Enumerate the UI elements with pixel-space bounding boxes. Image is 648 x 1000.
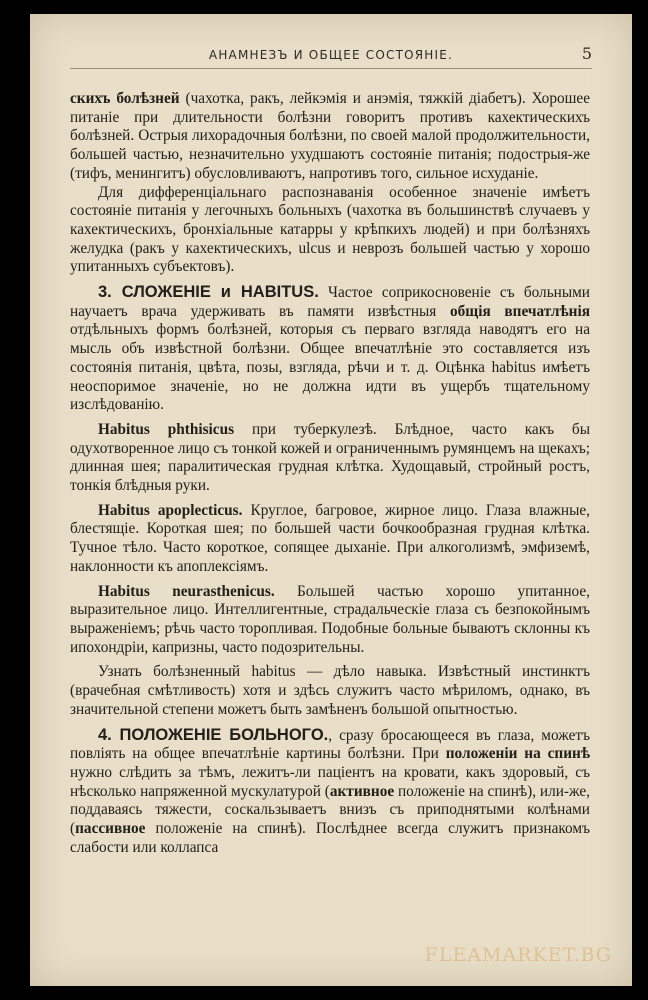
bold-term-active: активное bbox=[329, 782, 395, 800]
habitus-neurasthenicus-paragraph: Habitus neurasthenicus. Большей частью хорошо упитанное, выразительное лицо. Интеллигентные, страдальческіе глаза съ безпокойнымъ выраженіемъ; рѣчь часто торопливая. Подобные больные бываютъ склонны къ ипохондріи, капризны, часто подозрительны. bbox=[70, 582, 590, 656]
section-4-paragraph: 4. ПОЛОЖЕНІЕ БОЛЬНОГО., сразу бросающееся въ глаза, можетъ повліять на общее впечатлѣніе картины болѣзни. При положеніи на спинѣ нужно слѣдить за тѣмъ, лежитъ-ли паціентъ на кровати, какъ здоровый, съ нѣсколько напряженной мускулатурой (активное положеніе на спинѣ), или-же, поддаваясь тяжести, соскальзываетъ внизъ съ приподнятыми колѣнами (пассивное положеніе на спинѣ). Послѣднее всегда служитъ признакомъ слабости или коллапса bbox=[70, 725, 591, 856]
bold-lead: скихъ болѣзней bbox=[70, 90, 180, 107]
header-title: АНАМНЕЗЪ И ОБЩЕЕ СОСТОЯНІЕ. bbox=[208, 48, 454, 62]
bold-term-supine: положеніи на спинѣ bbox=[445, 745, 591, 763]
book-page bbox=[30, 14, 632, 986]
habitus-neurasthenicus-term: Habitus neurasthenicus. bbox=[98, 582, 275, 600]
bold-term-passive: пассивное bbox=[75, 820, 146, 838]
section-4-heading: 4. ПОЛОЖЕНІЕ БОЛЬНОГО. bbox=[98, 725, 329, 744]
habitus-apoplecticus-paragraph: Habitus apoplecticus. Круглое, багровое, жирное лицо. Глаза влажные, блестящіе. Короткая шея; по большей части бочкообразная грудная клѣтка. Тучное тѣло. Часто короткое, сопящее дыханіе. При алкоголизмѣ, эмфиземѣ, наклонности къ апоплексіямъ. bbox=[70, 501, 591, 575]
watermark-logo: FLEAMARKET.BG bbox=[424, 944, 612, 966]
bold-term-impressions: общія впечатлѣнія bbox=[449, 302, 590, 320]
habitus-phthisicus-term: Habitus phthisicus bbox=[98, 420, 235, 438]
running-header bbox=[70, 44, 592, 69]
page-number: 5 bbox=[581, 44, 592, 63]
habitus-phthisicus-paragraph: Habitus phthisicus при туберкулезѣ. Блѣдное, часто какъ бы одухотворенное лицо съ тонкой кожей и ограниченнымъ румянцемъ на щекахъ; длинная шея; паралитическая грудная клѣтка. Худощавый, стройный ростъ, тонкія блѣдныя руки. bbox=[70, 420, 590, 495]
paragraph-differential-diagnosis: Для дифференціальнаго распознаванія особенное значеніе имѣетъ состояніе питанія у легочныхъ больныхъ (чахотка въ большинствѣ случаевъ у кахектическихъ, бронхіальные катарры у крѣпкихъ людей) и при болѣзняхъ желудка (ракъ у кахектическихъ, ulcus и неврозъ большей частью у хорошо упитанныхъ субъектовъ). bbox=[70, 183, 590, 276]
section-3-heading: 3. СЛОЖЕНІЕ и HABITUS. bbox=[98, 283, 319, 302]
habitus-apoplecticus-term: Habitus apoplecticus. bbox=[98, 501, 243, 519]
paragraph-nutrition-diseases: скихъ болѣзней (чахотка, ракъ, лейкэмія и анэмія, тяжкій діабетъ). Хорошее питаніе при длительности болѣзни говоритъ противъ кахектическихъ болѣзней. Острыя лихорадочныя болѣзни, по своей малой продолжительности, большей частью, незначительно ухудшаютъ состояніе питанія; подострыя-же (тифъ, менингитъ) обусловливаютъ, напротивъ того, сильное исхуданіе. bbox=[70, 90, 590, 182]
section-3-paragraph: 3. СЛОЖЕНІЕ и HABITUS. Частое соприкосновеніе съ больными научаетъ врача удерживать въ памяти извѣстныя общія впечатлѣнія отдѣльныхъ формъ болѣзней, которыя съ перваго взгляда наводятъ его на мысль объ извѣстной болѣзни. Общее впечатлѣніе это составляется изъ состоянія питанія, цвѣта, позы, взгляда, рѣчи и т. д. Оцѣнка habitus имѣетъ неоспоримое значеніе, но не должна идти въ ущербъ тщательному изслѣдованію. bbox=[70, 283, 590, 414]
page-body bbox=[70, 90, 590, 857]
paragraph-habitus-experience: Узнать болѣзненный habitus — дѣло навыка. Извѣстный инстинктъ (врачебная смѣтливость) хотя и здѣсь служитъ часто мѣриломъ, однако, въ значительной степени можетъ быть замѣненъ большой опытностью. bbox=[70, 663, 590, 718]
